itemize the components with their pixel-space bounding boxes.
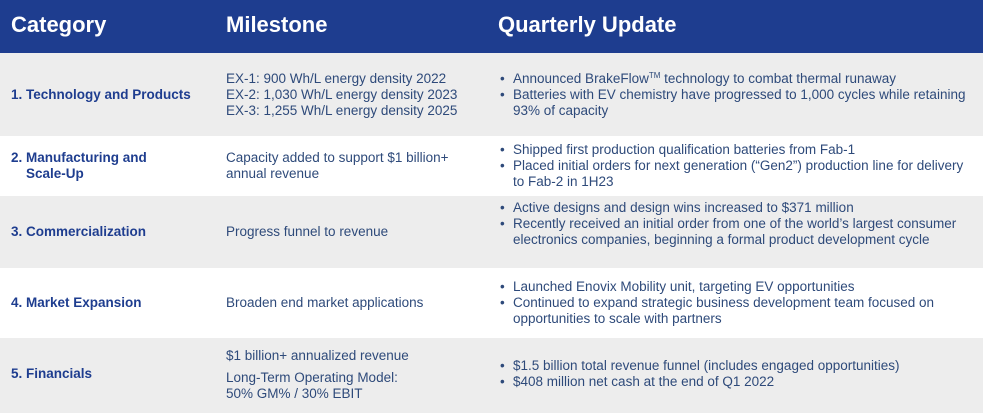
update-list xyxy=(498,71,978,119)
header-category: Category xyxy=(11,12,107,37)
list-item: • Shipped first production qualification batteries from Fab-1 xyxy=(498,142,978,158)
update-list xyxy=(498,279,978,327)
list-item: • Announced BrakeFlow™ technology to combat thermal runaway xyxy=(498,71,978,87)
milestone-cell: Capacity added to support $1 billion+ annual revenue xyxy=(226,150,449,181)
milestone-cell: Broaden end market applications xyxy=(226,295,424,310)
category-cell: 5. Financials xyxy=(11,366,93,381)
list-item: • $1.5 billion total revenue funnel (includes engaged opportunities) xyxy=(498,358,978,374)
list-item: • Recently received an initial order from one of the world’s largest consumer electronics companies, beginning a formal product development cycle xyxy=(498,216,978,248)
table-row-commercialization xyxy=(0,196,983,268)
list-item: • Launched Enovix Mobility unit, targeting EV opportunities xyxy=(498,279,978,295)
header-quarterly-update: Quarterly Update xyxy=(498,12,677,37)
category-cell: 2. Manufacturing and Scale-Up xyxy=(11,150,147,181)
milestone-cell: Progress funnel to revenue xyxy=(226,224,389,239)
list-item: • Active designs and design wins increased to $371 million xyxy=(498,200,978,216)
table-row-market-expansion xyxy=(0,270,983,336)
category-cell: 1. Technology and Products xyxy=(11,87,191,102)
table-row-manufacturing xyxy=(0,138,983,194)
list-item: • $408 million net cash at the end of Q1 2022 xyxy=(498,374,978,390)
milestone-cell: EX-1: 900 Wh/L energy density 2022 EX-2: 1,030 Wh/L energy density 2023 EX-3: 1,255 Wh/L energy density 2025 xyxy=(226,71,458,118)
update-list xyxy=(498,358,978,390)
update-list xyxy=(498,200,978,248)
category-cell: 4. Market Expansion xyxy=(11,295,142,310)
milestone-cell: $1 billion+ annualized revenue Long-Term Operating Model: 50% GM% / 30% EBIT xyxy=(226,348,409,401)
table-row-technology xyxy=(0,53,983,137)
list-item: • Batteries with EV chemistry have progressed to 1,000 cycles while retaining 93% of capacity xyxy=(498,87,978,119)
header-milestone: Milestone xyxy=(226,12,328,37)
table-row-financials xyxy=(0,338,983,413)
update-list xyxy=(498,142,978,190)
list-item: • Placed initial orders for next generation (“Gen2”) production line for delivery to Fab-2 in 1H23 xyxy=(498,158,978,190)
list-item: • Continued to expand strategic business development team focused on opportunities to scale with partners xyxy=(498,295,978,327)
category-cell: 3. Commercialization xyxy=(11,224,147,239)
table-header xyxy=(0,0,983,53)
